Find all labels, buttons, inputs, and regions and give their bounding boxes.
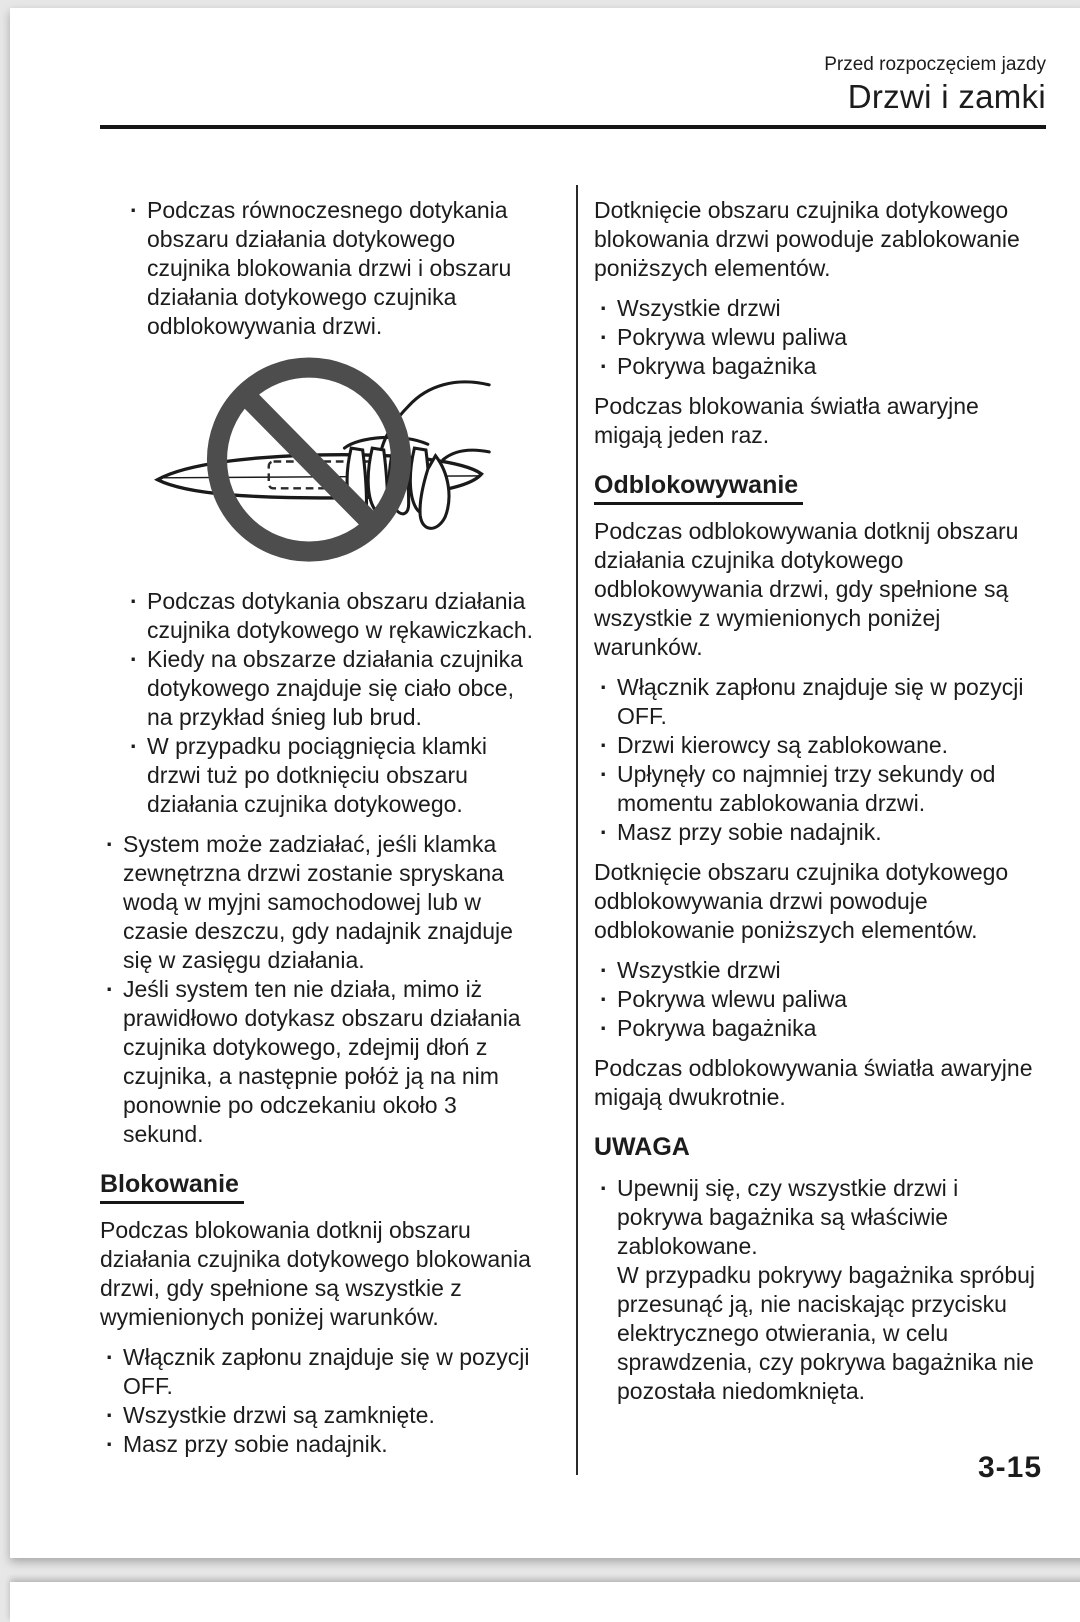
locked-items-list (600, 294, 1044, 381)
list-item (600, 352, 1044, 381)
list-item (600, 673, 1044, 731)
bullet-icon: · (130, 733, 138, 759)
bullet-text (617, 1174, 1044, 1406)
bullet-icon: · (106, 1402, 114, 1428)
bullet-text: Upłynęły co najmniej trzy sekundy od momentu zablokowania drzwi. (617, 761, 996, 816)
list-item (130, 196, 540, 341)
sensor-touch-note-list (130, 196, 540, 341)
bullet-text: Pokrywa bagażnika (617, 353, 817, 379)
bullet-text: Drzwi kierowcy są zablokowane. (617, 732, 949, 758)
bullet-text: Jeśli system ten nie działa, mimo iż prawidłowo dotykasz obszaru działania czujnika dotykowego, zdejmij dłoń z czujnika, a następnie połóż ją na nim ponownie po odczekaniu około 3 sekund. (123, 976, 521, 1147)
unlock-flash-paragraph: Podczas odblokowywania światła awaryjne migają dwukrotnie. (594, 1055, 1033, 1110)
bullet-text: Wszystkie drzwi (617, 957, 781, 983)
list-item (130, 587, 540, 645)
bullet-text: Pokrywa wlewu paliwa (617, 324, 848, 350)
bullet-text: Włącznik zapłonu znajduje się w pozycji OFF. (123, 1344, 530, 1399)
list-item (600, 323, 1044, 352)
bullet-icon: · (106, 1431, 114, 1457)
bullet-icon: · (600, 1015, 608, 1041)
bullet-text: Podczas równoczesnego dotykania obszaru działania dotykowego czujnika blokowania drzwi i obszaru działania dotykowego czujnika odblokowywania drzwi. (147, 197, 512, 339)
note-list (600, 1174, 1044, 1406)
note-line: Upewnij się, czy wszystkie drzwi i pokrywa bagażnika są właściwie zablokowane. (617, 1175, 959, 1259)
sensor-limitations-list (130, 587, 540, 819)
list-item (600, 1014, 1044, 1043)
section-heading-note: UWAGA (594, 1133, 690, 1161)
bullet-icon: · (600, 957, 608, 983)
list-item (600, 818, 1044, 847)
left-column (100, 185, 578, 1475)
list-item (106, 975, 540, 1149)
locking-conditions-list (106, 1343, 540, 1459)
two-column-layout (100, 185, 1046, 1475)
list-item (130, 732, 540, 819)
bullet-icon: · (600, 353, 608, 379)
unlocked-items-list (600, 956, 1044, 1043)
bullet-text: W przypadku pociągnięcia klamki drzwi tuż po dotknięciu obszaru działania czujnika dotykowego. (147, 733, 488, 817)
bullet-icon: · (600, 295, 608, 321)
bullet-icon: · (600, 819, 608, 845)
list-item (106, 1401, 540, 1430)
no-touch-illustration (148, 352, 493, 571)
bullet-icon: · (130, 646, 138, 672)
bullet-text: Pokrywa bagażnika (617, 1015, 817, 1041)
bullet-text: Podczas dotykania obszaru działania czujnika dotykowego w rękawiczkach. (147, 588, 534, 643)
chapter-kicker: Przed rozpoczęciem jazdy (824, 54, 1046, 75)
bullet-icon: · (130, 588, 138, 614)
page-number: 3-15 (977, 1451, 1042, 1484)
bullet-text: Włącznik zapłonu znajduje się w pozycji OFF. (617, 674, 1024, 729)
note-line: W przypadku pokrywy bagażnika spróbuj przesunąć ją, nie naciskając przycisku elektrycznego otwierania, w celu sprawdzenia, czy pokrywa bagażnika nie pozostała niedomknięta. (617, 1262, 1036, 1404)
bullet-text: Kiedy na obszarze działania czujnika dotykowego znajduje się ciało obce, na przykład śnieg lub brud. (147, 646, 523, 730)
bullet-icon: · (600, 1175, 608, 1201)
page-title: Drzwi i zamki (847, 78, 1046, 115)
bullet-icon: · (130, 197, 138, 223)
list-item (106, 1343, 540, 1401)
lock-flash-paragraph: Podczas blokowania światła awaryjne migają jeden raz. (594, 393, 979, 448)
bullet-text: System może zadziałać, jeśli klamka zewnętrzna drzwi zostanie spryskana wodą w myjni samochodowej lub w czasie deszczu, gdy nadajnik znajduje się w zasięgu działania. (123, 831, 513, 973)
next-page-edge (10, 1582, 1080, 1622)
bullet-icon: · (600, 732, 608, 758)
unlocking-conditions-list (600, 673, 1044, 847)
manual-page (10, 8, 1080, 1558)
bullet-text: Masz przy sobie nadajnik. (617, 819, 882, 845)
bullet-icon: · (600, 986, 608, 1012)
list-item (130, 645, 540, 732)
bullet-text: Pokrywa wlewu paliwa (617, 986, 848, 1012)
bullet-text: Masz przy sobie nadajnik. (123, 1431, 388, 1457)
right-column (578, 185, 1046, 1475)
unlock-intro-paragraph: Podczas odblokowywania dotknij obszaru działania czujnika dotykowego odblokowywania drzwi, gdy spełnione są wszystkie z wymienionych poniżej warunków. (594, 518, 1019, 660)
lock-effect-paragraph: Dotknięcie obszaru czujnika dotykowego blokowania drzwi powoduje zablokowanie poniższych elementów. (594, 197, 1020, 281)
locking-intro-paragraph: Podczas blokowania dotknij obszaru działania czujnika dotykowego blokowania drzwi, gdy spełnione są wszystkie z wymienionych poniżej warunków. (100, 1217, 531, 1330)
unlock-effect-paragraph: Dotknięcie obszaru czujnika dotykowego odblokowywania drzwi powoduje odblokowanie poniższych elementów. (594, 859, 1009, 943)
bullet-icon: · (600, 324, 608, 350)
bullet-text: Wszystkie drzwi są zamknięte. (123, 1402, 435, 1428)
list-item (600, 294, 1044, 323)
header-rule (100, 125, 1046, 129)
list-item (600, 956, 1044, 985)
bullet-icon: · (600, 761, 608, 787)
bullet-icon: · (106, 1344, 114, 1370)
system-behavior-list (106, 830, 540, 1149)
bullet-icon: · (600, 674, 608, 700)
illustration-figure (100, 352, 540, 576)
section-heading-locking: Blokowanie (100, 1169, 244, 1204)
list-item (106, 1430, 540, 1459)
list-item (106, 830, 540, 975)
list-item (600, 731, 1044, 760)
page-header (100, 54, 1046, 116)
bullet-icon: · (106, 976, 114, 1002)
list-item (600, 760, 1044, 818)
section-heading-unlocking: Odblokowywanie (594, 470, 803, 505)
list-item (600, 985, 1044, 1014)
bullet-icon: · (106, 831, 114, 857)
bullet-text: Wszystkie drzwi (617, 295, 781, 321)
list-item (600, 1174, 1044, 1406)
